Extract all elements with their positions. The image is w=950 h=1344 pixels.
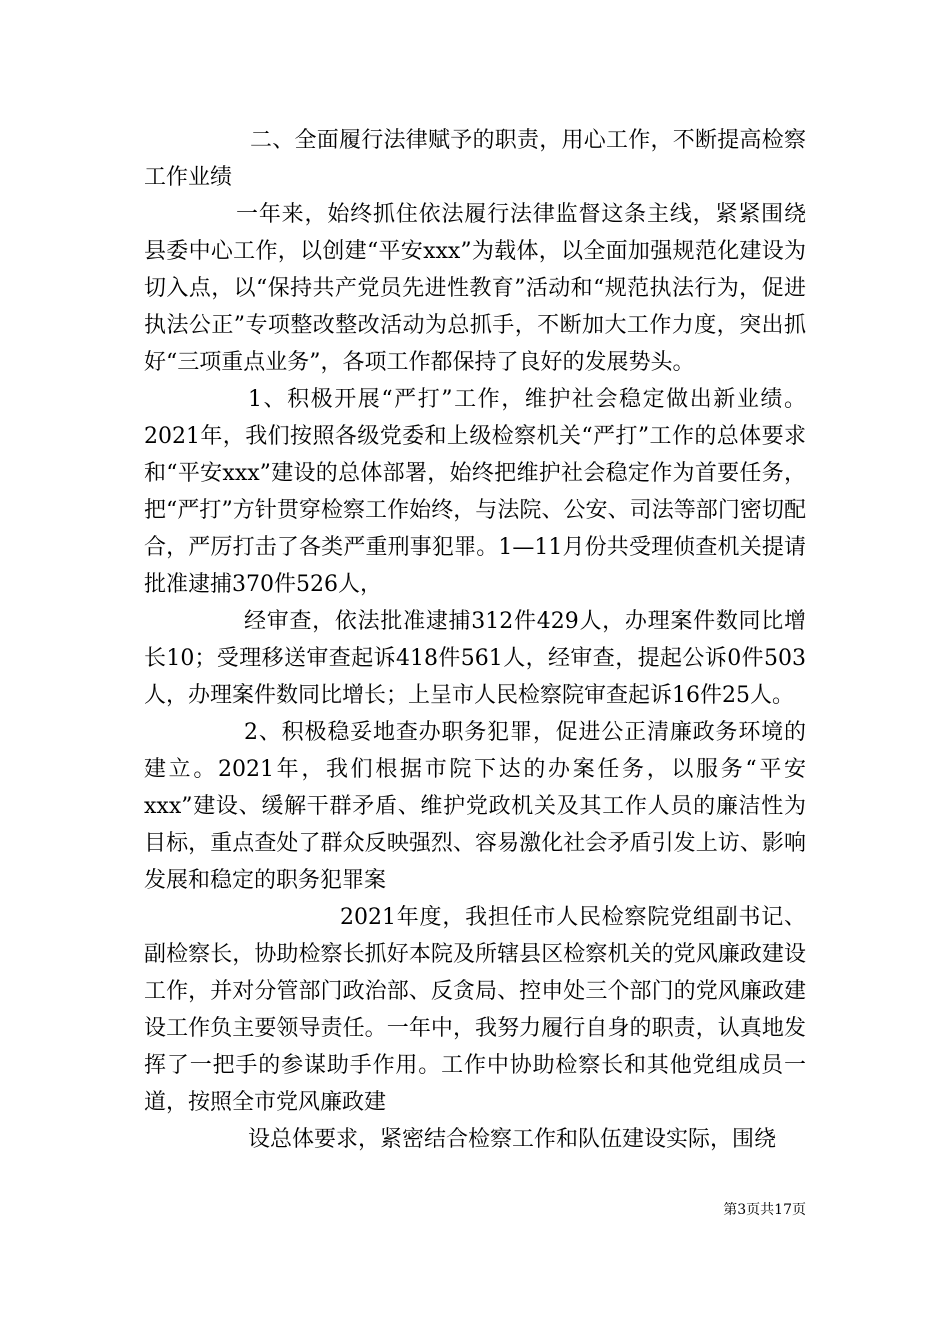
duty-crime-paragraph: 2、积极稳妥地查办职务犯罪，促进公正清廉政务环境的建立。2021年，我们根据市院下达的办案任务，以服务“平安xxx”建设、缓解干群矛盾、维护党政机关及其工作人员的廉洁性为目标，重点查处了群众反映强烈、容易激化社会矛盾引发上访、影响发展和稳定的职务犯罪案	[144, 720, 806, 893]
annual-role-paragraph: 2021年度，我担任市人民检察院党组副书记、副检察长，协助检察长抓好本院及所辖县区检察机关的党风廉政建设工作，并对分管部门政治部、反贪局、控申处三个部门的党风廉政建设工作负主要领导责任。一年中，我努力履行自身的职责，认真地发挥了一把手的参谋助手作用。工作中协助检察长和其他党组成员一道，按照全市党风廉政建	[144, 905, 806, 1115]
continuation-paragraph: 设总体要求，紧密结合检察工作和队伍建设实际，围绕	[248, 1127, 777, 1152]
intro-paragraph: 一年来，始终抓住依法履行法律监督这条主线，紧紧围绕县委中心工作，以创建“平安xxx”为载体，以全面加强规范化建设为切入点，以“保持共产党员先进性教育”活动和“规范执法行为，促进执法公正”专项整改整改活动为总抓手，不断加大工作力度，突出抓好“三项重点业务”，各项工作都保持了良好的发展势头。	[144, 202, 806, 375]
document-body	[144, 122, 806, 1158]
review-arrest-paragraph: 经审查，依法批准逮捕312件429人，办理案件数同比增长10；受理移送审查起诉418件561人，经审查，提起公诉0件503人，办理案件数同比增长；上呈市人民检察院审查起诉16件25人。	[144, 609, 806, 708]
section-heading-paragraph: 二、全面履行法律赋予的职责，用心工作，不断提高检察工作业绩	[144, 128, 806, 190]
strike-hard-paragraph: 1、积极开展“严打”工作，维护社会稳定做出新业绩。2021年，我们按照各级党委和上级检察机关“严打”工作的总体要求和“平安xxx”建设的总体部署，始终把维护社会稳定作为首要任务，把“严打”方针贯穿检察工作始终，与法院、公安、司法等部门密切配合，严厉打击了各类严重刑事犯罪。1—11月份共受理侦查机关提请批准逮捕370件526人，	[144, 387, 806, 597]
page-number: 第3页共17页	[723, 1202, 806, 1218]
